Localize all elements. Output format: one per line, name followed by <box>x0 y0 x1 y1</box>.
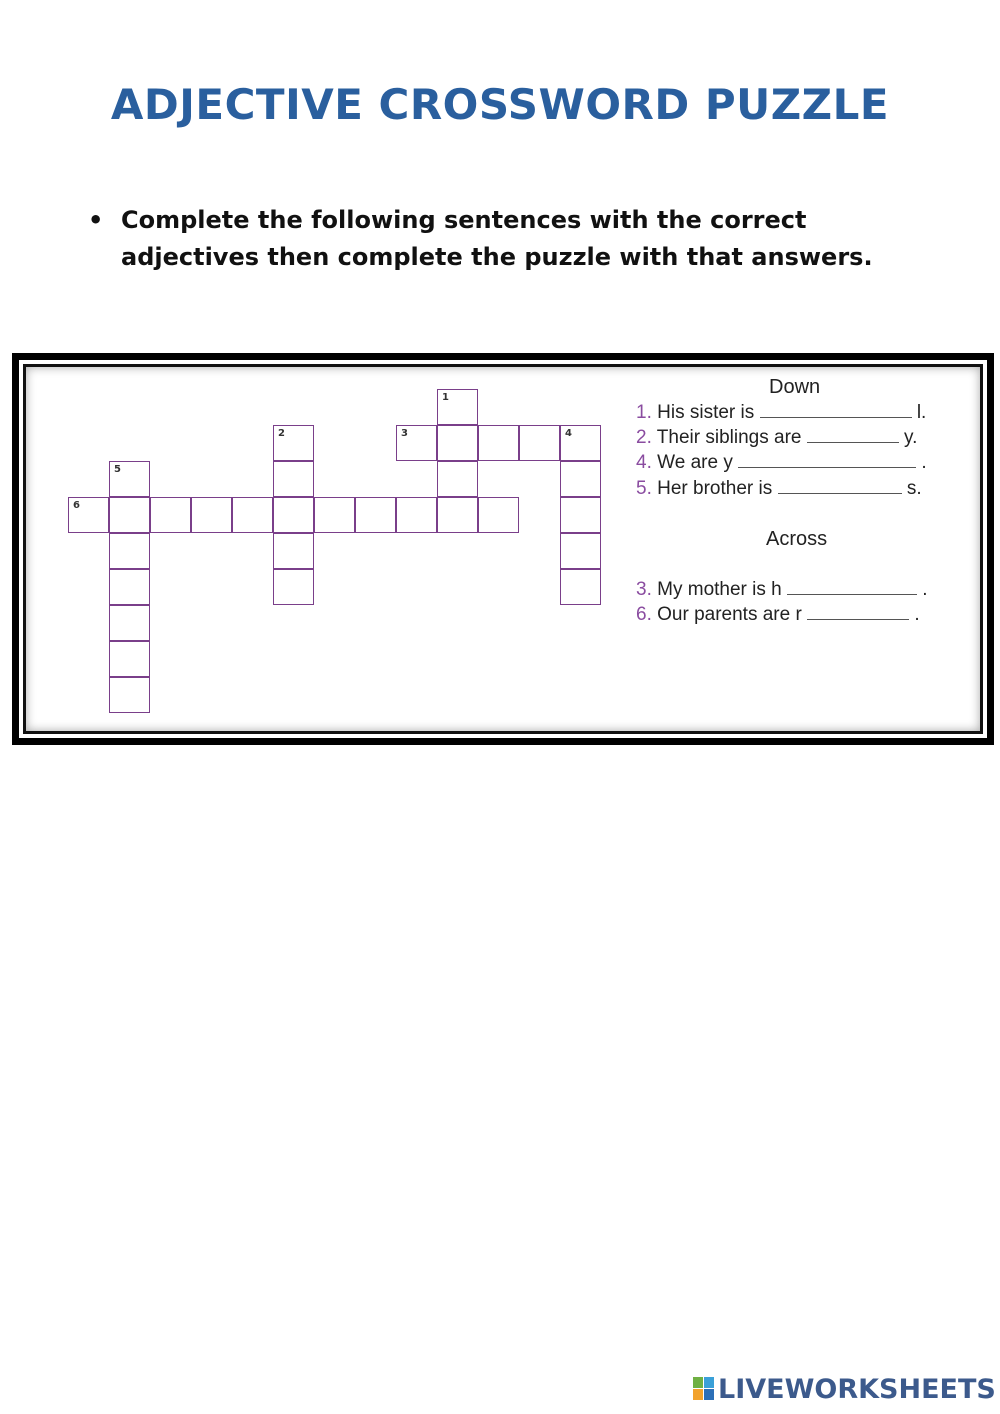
clue-ending: . <box>914 604 920 625</box>
clue-number-6: 6 <box>73 500 80 511</box>
answer-blank[interactable] <box>807 441 899 443</box>
clue-number: 4. <box>636 452 652 473</box>
clue-text: We are y <box>657 452 733 473</box>
clue-number-2: 2 <box>278 428 285 439</box>
clue-number-5: 5 <box>114 464 121 475</box>
bullet: • <box>88 206 104 234</box>
clue-text: My mother is h <box>657 579 782 600</box>
across-heading: Across <box>766 528 828 550</box>
clue-number-3: 3 <box>401 428 408 439</box>
answer-blank[interactable] <box>807 618 909 620</box>
clue-down-5 <box>636 478 948 500</box>
clue-ending: l. <box>916 402 927 423</box>
clue-ending: s. <box>906 478 922 499</box>
clue-text: Her brother is <box>657 478 773 499</box>
clue-down-4 <box>636 452 948 474</box>
answer-blank[interactable] <box>778 492 902 494</box>
liveworksheets-icon <box>693 1377 715 1401</box>
clue-across-3 <box>636 579 948 601</box>
clue-number: 3. <box>636 579 652 600</box>
answer-blank[interactable] <box>738 466 916 468</box>
clue-number: 2. <box>636 427 652 448</box>
clue-down-1 <box>636 402 948 424</box>
clue-number: 1. <box>636 402 652 423</box>
page-title: ADJECTIVE CROSSWORD PUZZLE <box>110 80 890 129</box>
instruction <box>88 202 948 276</box>
clue-down-2 <box>636 427 948 449</box>
down-heading: Down <box>769 376 821 398</box>
clue-text: Our parents are r <box>657 604 802 625</box>
answer-blank[interactable] <box>760 416 912 418</box>
clue-across-6 <box>636 604 948 626</box>
clue-ending: y. <box>904 427 918 448</box>
liveworksheets-logo <box>693 1374 996 1406</box>
clue-text: Their siblings are <box>656 427 802 448</box>
instruction-text: Complete the following sentences with the correct adjectives then complete the puzzle with that answers. <box>121 206 873 271</box>
clue-ending: . <box>922 579 928 600</box>
clue-number: 5. <box>636 478 652 499</box>
clue-ending: . <box>921 452 927 473</box>
answer-blank[interactable] <box>787 593 917 595</box>
clue-number-4: 4 <box>565 428 572 439</box>
clue-number-1: 1 <box>442 392 449 403</box>
brand-name: LIVEWORKSHEETS <box>718 1374 996 1405</box>
clue-text: His sister is <box>657 402 755 423</box>
clue-number: 6. <box>636 604 652 625</box>
